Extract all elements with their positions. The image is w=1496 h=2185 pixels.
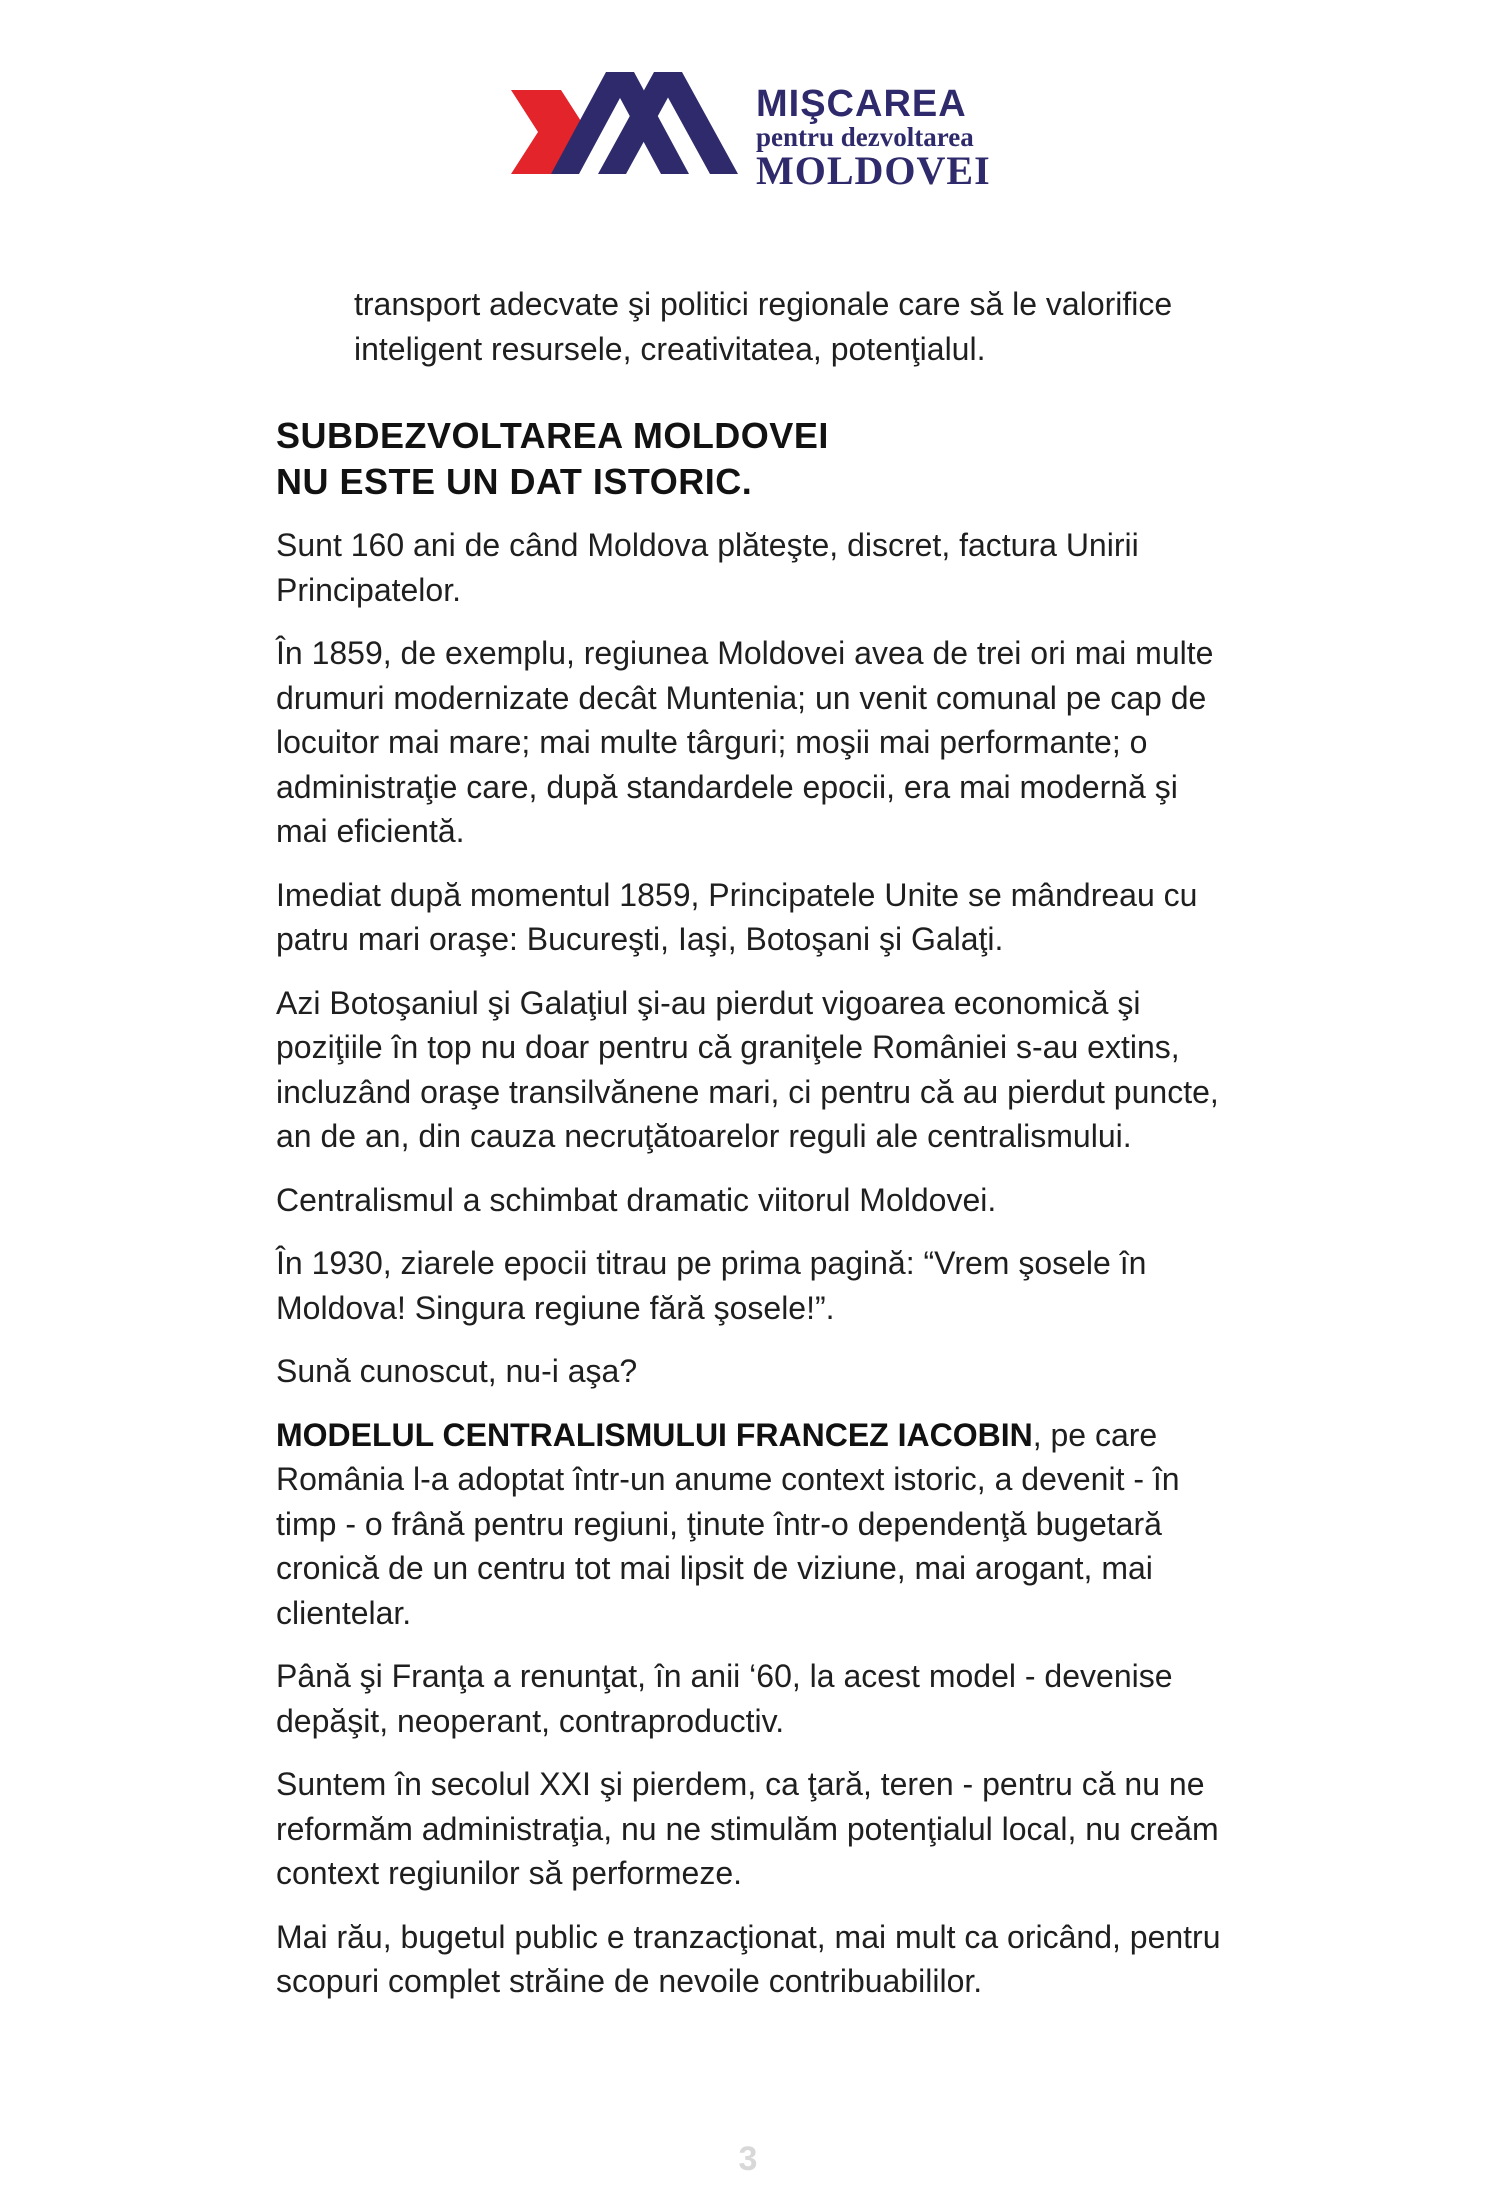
paragraph-10: Suntem în secolul XXI şi pierdem, ca ţară, teren - pentru că nu ne reformăm administraţia, nu ne stimulăm potenţialul local, nu creăm context regiunilor să performeze.: [276, 1766, 1219, 1891]
paragraph-4: Azi Botoşaniul şi Galaţiul şi-au pierdut vigoarea economică şi poziţiile în top nu doar pentru că graniţele României s-au extins, incluzând oraşe transilvănene mari, ci pentru că au pierdut puncte, an de an, din cauza necruţătoarelor reguli ale centralismului.: [276, 984, 1219, 1154]
paragraph-11: Mai rău, bugetul public e tranzacţionat, mai mult ca oricând, pentru scopuri complet străine de nevoile contribuabililor.: [276, 1918, 1221, 1999]
paragraph-5: Centralismul a schimbat dramatic viitorul Moldovei.: [276, 1181, 997, 1218]
logo-wordmark: [756, 84, 991, 192]
paragraph-8-rest: , pe care România l-a adoptat într-un anume context istoric, a devenit - în timp - o frână pentru regiuni, ţinute într-o dependenţă bugetară cronică de un centru tot mai lipsit de viziune, mai arogant, mai clientelar.: [276, 1416, 1180, 1631]
paragraph-3: Imediat după momentul 1859, Principatele Unite se mândreau cu patru mari oraşe: Bucureşti, Iaşi, Botoşani şi Galaţi.: [276, 876, 1198, 957]
section-heading-line-2: NU ESTE UN DAT ISTORIC.: [276, 461, 753, 502]
logo-line-1: MIŞCAREA: [756, 83, 967, 125]
section-heading: [276, 413, 1236, 505]
paragraph-7: Sună cunoscut, nu-i aşa?: [276, 1353, 638, 1389]
article-body: [276, 282, 1236, 2023]
logo-line-3: MOLDOVEI: [756, 148, 991, 193]
logo-line-2: pentru dezvoltarea: [756, 122, 974, 152]
paragraph-2: În 1859, de exemplu, regiunea Moldovei avea de trei ori mai multe drumuri modernizate decât Muntenia; un venit comunal pe cap de locuitor mai mare; mai multe târguri; moşii mai performante; o administraţie care, după standardele epocii, era mai modernă şi mai eficientă.: [276, 635, 1214, 849]
paragraph-9: Până şi Franţa a renunţat, în anii ‘60, la acest model - devenise depăşit, neoperant, contraproductiv.: [276, 1658, 1173, 1739]
paragraph-1: Sunt 160 ani de când Moldova plăteşte, discret, factura Unirii Principatelor.: [276, 527, 1139, 608]
page-number: 3: [738, 2140, 758, 2178]
intro-paragraph: transport adecvate şi politici regionale care să le valorifice inteligent resursele, creativitatea, potenţialul.: [354, 286, 1173, 367]
paragraph-6: În 1930, ziarele epocii titrau pe prima pagină: “Vrem şosele în Moldova! Singura regiune fără şosele!”.: [276, 1245, 1147, 1326]
paragraph-8-bold-lead: MODELUL CENTRALISMULUI FRANCEZ IACOBIN: [276, 1416, 1033, 1453]
paragraph-8: [276, 1413, 1236, 1636]
logo-mark-icon: [506, 32, 756, 182]
section-heading-line-1: SUBDEZVOLTAREA MOLDOVEI: [276, 415, 829, 456]
party-logo: [506, 32, 996, 193]
